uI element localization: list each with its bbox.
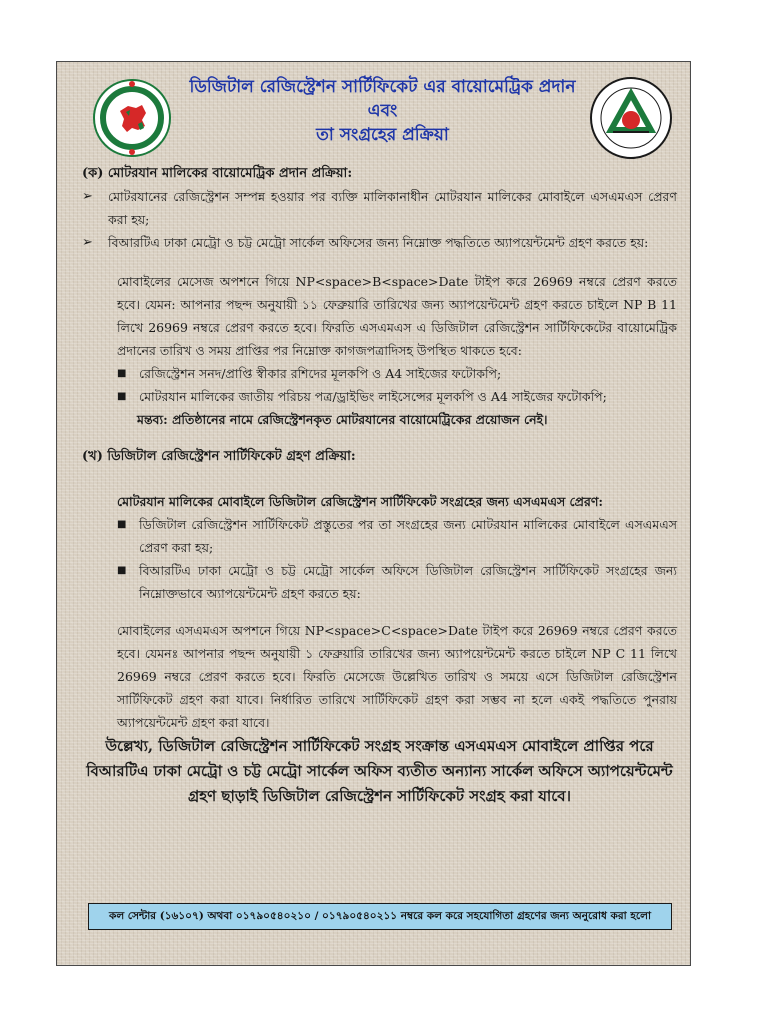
brta-logo-icon <box>589 76 673 160</box>
section-b-bullet <box>117 559 677 605</box>
document-title <box>180 75 585 147</box>
section-b-bullet <box>117 513 677 559</box>
square-bullet-icon: ■ <box>117 368 127 379</box>
call-center-footer: কল সেন্টার (১৬১০৭) অথবা ০১৭৯০৫৪০২১০ / ০১৭৯০৫৪০২১১ নম্বরে কল করে সহযোগিতা গ্রহণের জন্য অনুরোধ করা হলো <box>88 903 672 930</box>
section-b-paragraph: মোবাইলের এসএমএস অপশনে গিয়ে NP<space>C<space>Date টাইপ করে 26969 নম্বরে প্রেরণ করতে হবে। যেমনঃ আপনার পছন্দ অনুযায়ী ১ ফেব্রুয়ারি তারিখের জন্য অ্যাপয়েন্টমেন্ট করতে চাইলে NP C 11 লিখে 26969 নম্বরে প্রেরণ করতে হবে। ফিরতি মেসেজে উল্লেখিত তারিখ ও সময়ে এসে ডিজিটাল রেজিস্ট্রেশন সার্টিফিকেট গ্রহণ করা যাবে। নির্ধারিত তারিখে সার্টিফিকেট গ্রহণ করা সম্ভব না হলে একই পদ্ধতিতে পুনরায় অ্যাপয়েন্টমেন্ট গ্রহণ করা যাবে। <box>117 623 677 730</box>
section-a-item-text: বিআরটিএ ঢাকা মেট্রো ও চট্ট মেট্রো সার্কেল অফিসের জন্য নিম্নোক্ত পদ্ধতিতে অ্যাপয়েন্টমেন্ট গ্রহণ করতে হয়: <box>108 235 649 250</box>
document-body <box>82 162 677 734</box>
section-a-bullet-text: মোটরযান মালিকের জাতীয় পরিচয় পত্র/ড্রাইভিং লাইসেন্সের মূলকপি ও A4 সাইজের ফটোকপি; <box>139 389 607 404</box>
section-b-subheading: মোটরযান মালিকের মোবাইলে ডিজিটাল রেজিস্ট্রেশন সার্টিফিকেট সংগ্রহের জন্য এসএমএস প্রেরণ: <box>117 494 604 509</box>
section-a-bullet-text: রেজিস্ট্রেশন সনদ/প্রাপ্তি স্বীকার রশিদের মূলকপি ও A4 সাইজের ফটোকপি; <box>139 366 502 381</box>
section-a-paragraph: মোবাইলের মেসেজ অপশনে গিয়ে NP<space>B<space>Date টাইপ করে 26969 নম্বরে প্রেরণ করতে হবে। যেমন: আপনার পছন্দ অনুযায়ী ১১ ফেব্রুয়ারি তারিখের জন্য অ্যাপয়েন্টমেন্ট গ্রহণ করতে চাইলে NP B 11 লিখে 26969 নম্বরে প্রেরণ করতে হবে। ফিরতি এসএমএস এ ডিজিটাল রেজিস্ট্রেশন সার্টিফিকেটের বায়োমেট্রিক প্রদানের তারিখ ও সময় প্রাপ্তির পর নিম্নোক্ত কাগজপত্রাদিসহ উপস্থিত থাকতে হবে: <box>117 274 677 358</box>
section-a-bullet <box>117 385 677 408</box>
section-a-item <box>82 185 677 231</box>
section-a-item <box>82 231 677 254</box>
section-b-heading: (খ) ডিজিটাল রেজিস্ট্রেশন সার্টিফিকেট গ্রহণ প্রক্রিয়া: <box>82 449 356 464</box>
bangladesh-government-seal-icon <box>92 78 172 158</box>
title-line-1: ডিজিটাল রেজিস্ট্রেশন সার্টিফিকেট এর বায়োমেট্রিক প্রদান <box>189 77 576 97</box>
section-b-bullet-text: বিআরটিএ ঢাকা মেট্রো ও চট্ট মেট্রো সার্কেল অফিসে ডিজিটাল রেজিস্ট্রেশন সার্টিফিকেট সংগ্রহের জন্য নিম্নোক্তভাবে অ্যাপয়েন্টমেন্ট গ্রহণ করতে হয়: <box>139 563 677 601</box>
square-bullet-icon: ■ <box>117 565 127 576</box>
title-line-2: এবং <box>367 101 398 121</box>
square-bullet-icon: ■ <box>117 519 127 530</box>
section-b-bullet-text: ডিজিটাল রেজিস্ট্রেশন সার্টিফিকেট প্রস্তুতের পর তা সংগ্রহের জন্য মোটরযান মালিকের মোবাইলে এসএমএস প্রেরণ করা হয়; <box>139 517 677 555</box>
square-bullet-icon: ■ <box>117 391 127 402</box>
arrow-bullet-icon: ➢ <box>82 189 93 204</box>
section-a-note: মন্তব্য: প্রতিষ্ঠানের নামে রেজিস্ট্রেশনকৃত মোটরযানের বায়োমেট্রিকের প্রয়োজন নেই। <box>137 412 548 427</box>
important-notice: উল্লেখ্য, ডিজিটাল রেজিস্ট্রেশন সার্টিফিকেট সংগ্রহ সংক্রান্ত এসএমএস মোবাইলে প্রাপ্তির পরে বিআরটিএ ঢাকা মেট্রো ও চট্ট মেট্রো সার্কেল অফিস ব্যতীত অন্যান্য সার্কেল অফিসে অ্যাপয়েন্টমেন্ট গ্রহণ ছাড়াই ডিজিটাল রেজিস্ট্রেশন সার্টিফিকেট সংগ্রহ করা যাবে। <box>86 737 673 805</box>
section-a-bullet <box>117 362 677 385</box>
section-a-heading: (ক) মোটরযান মালিকের বায়োমেট্রিক প্রদান প্রক্রিয়া: <box>82 166 353 181</box>
title-line-3: তা সংগ্রহের প্রক্রিয়া <box>316 125 449 145</box>
section-a-item-text: মোটরযানের রেজিস্ট্রেশন সম্পন্ন হওয়ার পর ব্যক্তি মালিকানাধীন মোটরযান মালিকের মোবাইলে এসএমএস প্রেরণ করা হয়; <box>108 189 677 227</box>
arrow-bullet-icon: ➢ <box>82 235 93 250</box>
